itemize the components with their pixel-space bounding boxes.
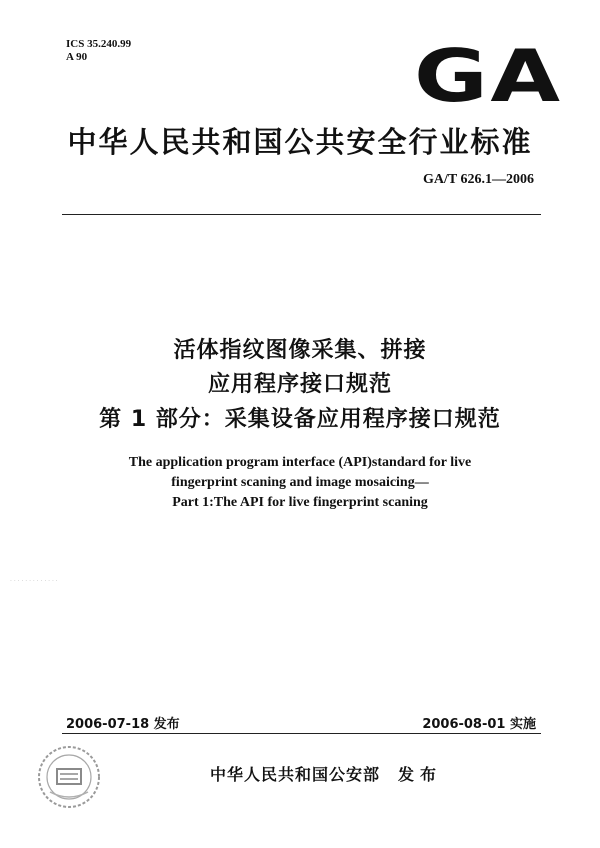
cn-title-line-1: 活体指纹图像采集、拼接 — [173, 338, 427, 363]
bottom-divider — [62, 733, 541, 734]
scan-noise: · · · · · · · · · · · · · — [10, 578, 58, 585]
standard-number: GA/T 626.1—2006 — [423, 172, 534, 187]
ics-code: ICS 35.240.99 — [66, 38, 132, 50]
implement-date: 2006-08-01 实施 — [422, 717, 536, 732]
en-title-line-1: The application program interface (API)standard for live — [128, 455, 472, 470]
ga-logo: GA — [414, 34, 563, 118]
en-title-line-2: fingerprint scaning and image mosaicing— — [171, 475, 429, 490]
cn-title-line-3: 第 1 部分：采集设备应用程序接口规范 — [99, 407, 501, 432]
seal-stamp-icon — [36, 744, 102, 810]
cn-title-line-2: 应用程序接口规范 — [207, 372, 392, 397]
ccs-code: A 90 — [66, 51, 88, 63]
issuing-authority: 中华人民共和国公安部 — [210, 765, 381, 784]
standard-category-title: 中华人民共和国公共安全行业标准 — [67, 125, 533, 159]
ics-classification — [66, 38, 131, 64]
issue-label: 发布 — [398, 765, 443, 784]
publish-date: 2006-07-18 发布 — [66, 717, 180, 732]
top-divider — [62, 214, 541, 215]
en-title-line-3: Part 1:The API for live fingerprint scaning — [172, 495, 428, 510]
